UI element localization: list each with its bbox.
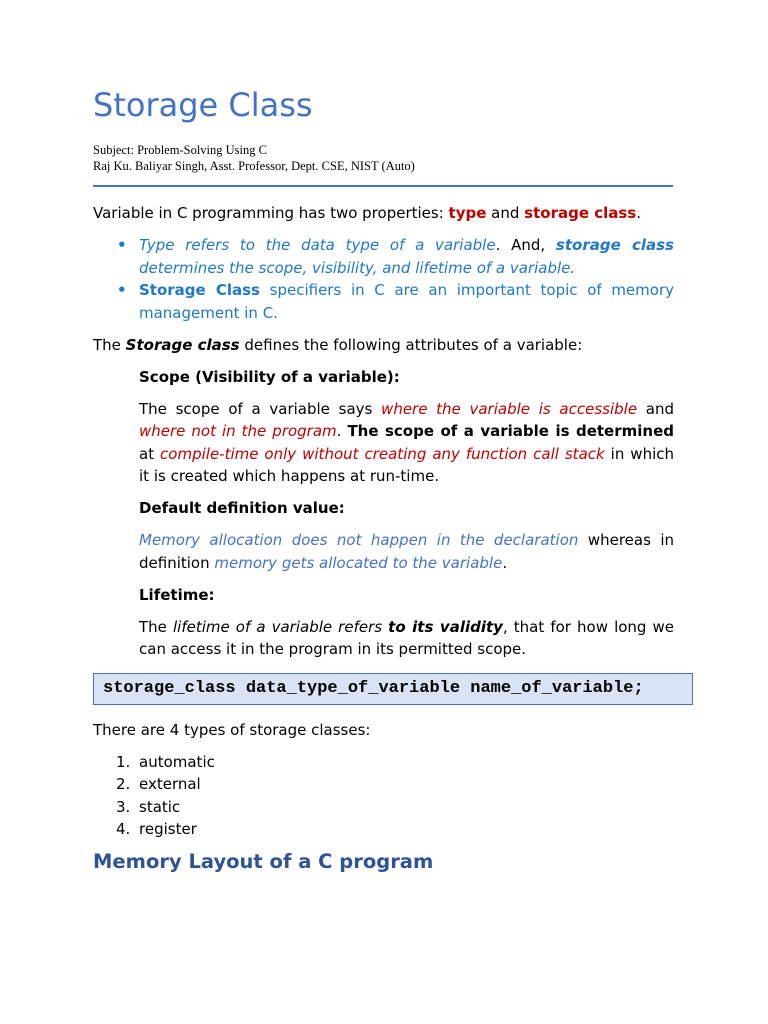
storage-class-keyword: storage class — [524, 204, 637, 222]
list-item: • Type refers to the data type of a variable. And, storage class determines the scope, visibility, and lifetime of a variable. — [139, 234, 674, 279]
doc-meta — [93, 142, 415, 174]
section-heading: Memory Layout of a C program — [93, 849, 434, 873]
list-item: 3. static — [116, 797, 181, 816]
default-definition-heading: Default definition value: — [139, 499, 345, 517]
properties-list — [93, 234, 674, 324]
scope-paragraph: The scope of a variable says where the variable is accessible and where not in the program. The scope of a variable is determined at compile-time only without creating any function call stack in which it is created which happens at run-time. — [139, 399, 675, 485]
list-item: 2. external — [116, 775, 201, 793]
list-item: 1. automatic — [116, 752, 215, 771]
types-intro: There are 4 types of storage classes: — [93, 720, 371, 739]
default-definition-paragraph: Memory allocation does not happen in the declaration whereas in definition memory gets allocated to the variable. — [139, 531, 674, 572]
storage-types-list — [93, 751, 674, 841]
list-item: 4. register — [116, 820, 197, 838]
page-title: Storage Class — [93, 86, 313, 124]
type-keyword: type — [448, 204, 487, 222]
author-line: Raj Ku. Baliyar Singh, Asst. Professor, Dept. CSE, NIST (Auto) — [93, 159, 415, 173]
document-body — [93, 202, 674, 873]
lifetime-paragraph: The lifetime of a variable refers to its validity, that for how long we can access it in the program in its permitted scope. — [139, 617, 675, 658]
scope-heading: Scope (Visibility of a variable): — [139, 367, 400, 386]
lifetime-heading: Lifetime: — [139, 585, 215, 604]
title-divider — [93, 185, 673, 187]
attributes-paragraph: The Storage class defines the following attributes of a variable: — [93, 335, 583, 354]
list-item: • Storage Class specifiers in C are an important topic of memory management in C. — [139, 279, 674, 324]
intro-paragraph: Variable in C programming has two properties: type and storage class. — [93, 204, 642, 222]
subject-line: Subject: Problem-Solving Using C — [93, 143, 267, 157]
syntax-code-block: storage_class data_type_of_variable name_of_variable; — [93, 673, 693, 705]
